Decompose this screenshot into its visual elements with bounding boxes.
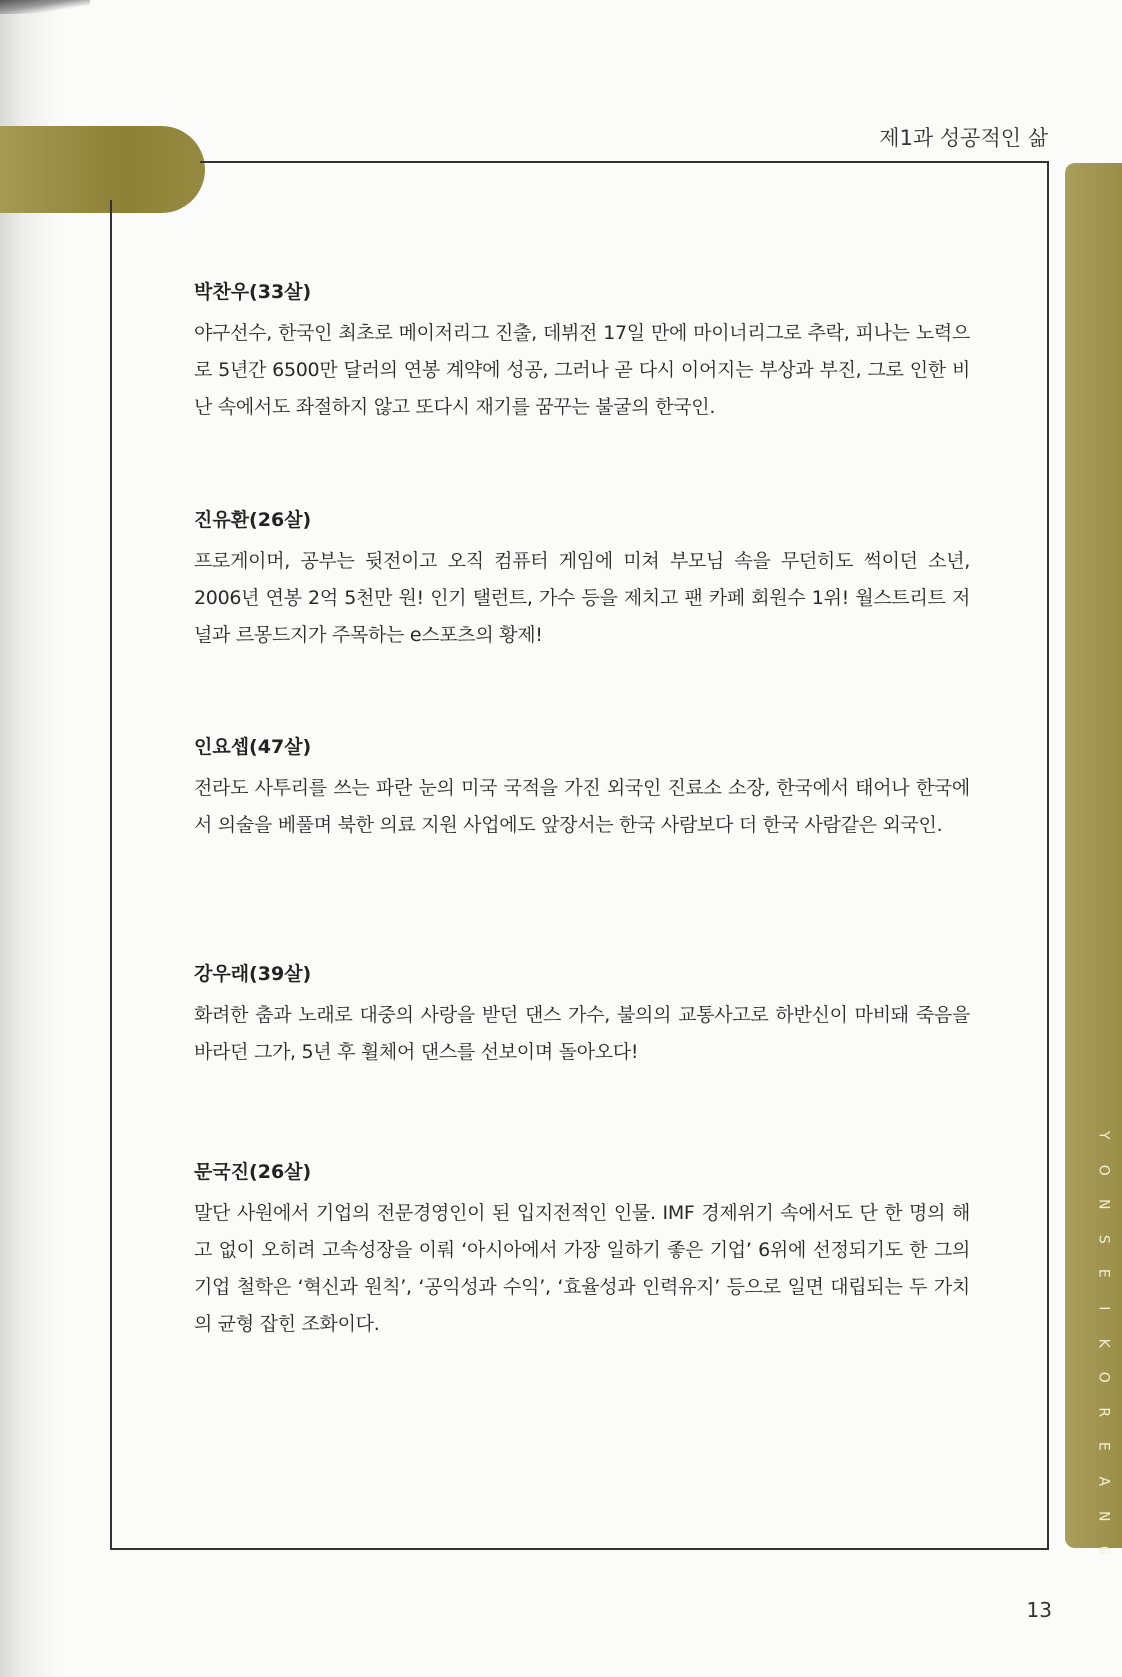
side-letter: O <box>1095 1164 1112 1176</box>
side-letter: R <box>1095 1407 1112 1417</box>
entry-body: 전라도 사투리를 쓰는 파란 눈의 미국 국적을 가진 외국인 진료소 소장, 한국에서 태어나 한국에서 의술을 베풀며 북한 의료 지원 사업에도 앞장서는 한국 사람보다 더 한국 사람같은 외국인. <box>194 777 970 836</box>
profile-entry <box>194 1155 970 1343</box>
page-corner-shadow <box>0 0 90 14</box>
side-letter: E <box>1095 1442 1112 1452</box>
side-letter: N <box>1095 1199 1112 1210</box>
entry-title: 진유환(26살) <box>194 509 312 531</box>
side-letter: Y <box>1095 1131 1112 1140</box>
side-letter: S <box>1095 1234 1112 1244</box>
entry-body: 야구선수, 한국인 최초로 메이저리그 진출, 데뷔전 17일 만에 마이너리그로 추락, 피나는 노력으로 5년간 6500만 달러의 연봉 계약에 성공, 그러나 곧 다시 이어지는 부상과 부진, 그로 인한 비난 속에서도 좌절하지 않고 또다시 재기를 꿈꾸는 불굴의 한국인. <box>194 322 970 418</box>
side-letter: 6 <box>1095 1545 1112 1555</box>
side-letter: E <box>1095 1269 1112 1279</box>
entry-title: 강우래(39살) <box>194 963 312 985</box>
chapter-tab-decoration <box>0 126 205 213</box>
side-letter: A <box>1095 1476 1112 1487</box>
entry-title: 박찬우(33살) <box>194 281 312 303</box>
entry-body: 말단 사원에서 기업의 전문경영인이 된 입지전적인 인물. IMF 경제위기 속에서도 단 한 명의 해고 없이 오히려 고속성장을 이뤄 ‘아시아에서 가장 일하기 좋은 기업’ 6위에 선정되기도 한 그의 기업 철학은 ‘혁신과 원칙’, ‘공익성과 수익’, ‘효율성과 인력유지’ 등으로 일면 대립되는 두 가치의 균형 잡힌 조화이다. <box>194 1202 970 1335</box>
profile-entry <box>194 957 970 1071</box>
entry-title: 문국진(26살) <box>194 1161 312 1183</box>
entry-body: 프로게이머, 공부는 뒷전이고 오직 컴퓨터 게임에 미쳐 부모님 속을 무던히도 썩이던 소년, 2006년 연봉 2억 5천만 원! 인기 탤런트, 가수 등을 제치고 팬 카페 회원수 1위! 월스트리트 저널과 르몽드지가 주목하는 e스포츠의 황제! <box>194 550 970 646</box>
side-letter: I <box>1095 1306 1112 1311</box>
side-letter: K <box>1095 1338 1112 1348</box>
side-letter: O <box>1095 1371 1112 1383</box>
frame-top-border <box>200 161 1048 163</box>
entry-body: 화려한 춤과 노래로 대중의 사랑을 받던 댄스 가수, 불의의 교통사고로 하반신이 마비돼 죽음을 바라던 그가, 5년 후 휠체어 댄스를 선보이며 돌아오다! <box>194 1004 970 1063</box>
profile-entry <box>194 275 970 426</box>
side-tab-label <box>1081 1118 1112 1568</box>
profile-entry <box>194 503 970 654</box>
entry-title: 인요셉(47살) <box>194 736 312 758</box>
frame-left-border <box>110 200 112 1550</box>
chapter-title: 제1과 성공적인 삶 <box>879 126 1048 150</box>
profile-entry <box>194 730 970 844</box>
side-letter: N <box>1095 1510 1112 1522</box>
page-number: 13 <box>1026 1598 1052 1622</box>
frame-bottom-border <box>110 1548 1049 1550</box>
page-binding-shadow <box>0 0 60 1677</box>
frame-right-border <box>1047 161 1049 1549</box>
